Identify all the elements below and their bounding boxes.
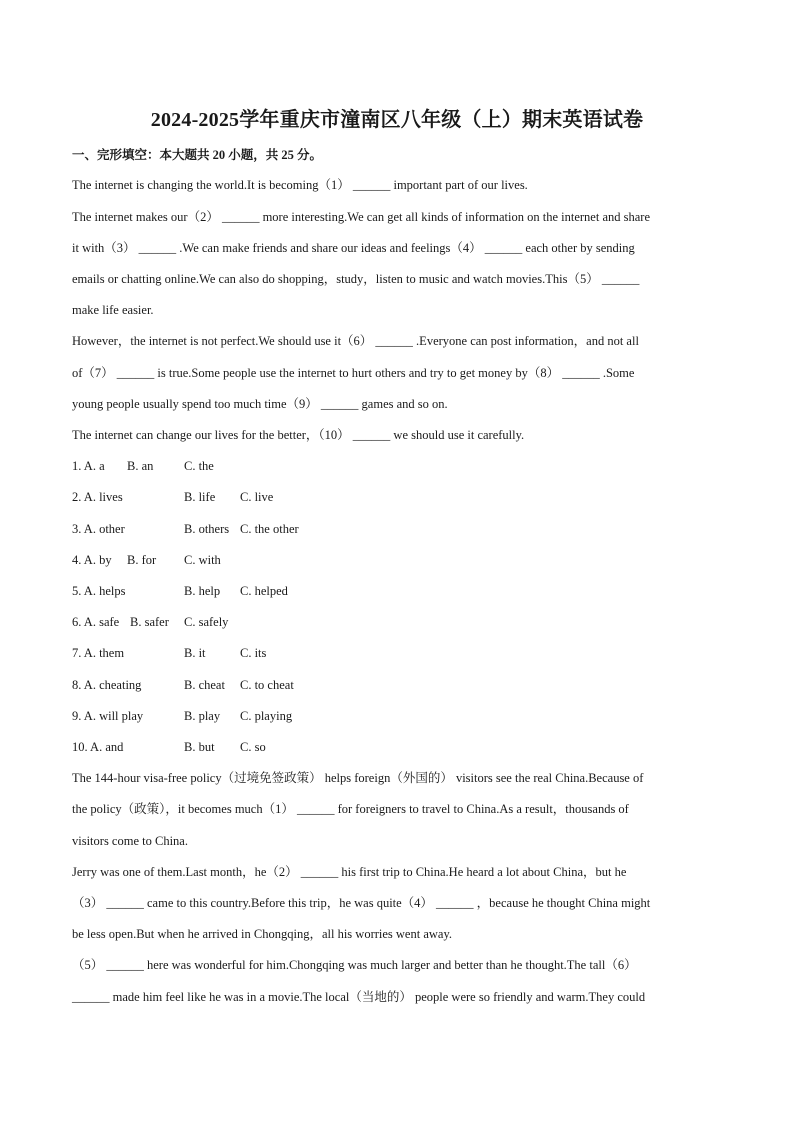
option-c: C. playing [240, 709, 293, 723]
option-b: B. others [184, 522, 230, 536]
passage-2-line: （5） ______ here was wonderful for him.Chongqing was much larger and better than he thought.The tall（6） [72, 958, 637, 972]
passage-2-line: The 144-hour visa-free policy（过境免签政策） helps foreign（外国的） visitors see the real China.Because of [72, 771, 644, 785]
passage-1-line: of（7） ______ is true.Some people use the internet to hurt others and try to get money by（8） ______ .Some [72, 366, 635, 380]
option-a: 7. A. them [72, 646, 125, 660]
passage-2-line: ______ made him feel like he was in a movie.The local（当地的） people were so friendly and warm.They could [72, 990, 646, 1004]
option-a: 1. A. a [72, 459, 105, 473]
passage-1-line: The internet makes our（2） ______ more interesting.We can get all kinds of information on the internet and share [72, 210, 650, 224]
section-heading: 一、完形填空：本大题共 20 小题，共 25 分。 [72, 148, 323, 162]
option-a: 10. A. and [72, 740, 124, 754]
option-c: C. with [184, 553, 221, 567]
option-c: C. to cheat [240, 678, 294, 692]
option-b: B. but [184, 740, 215, 754]
option-a: 5. A. helps [72, 584, 126, 598]
option-b: B. help [184, 584, 221, 598]
passage-1-line: make life easier. [72, 303, 154, 317]
option-c: C. the other [240, 522, 299, 536]
option-b: B. play [184, 709, 221, 723]
option-c: C. the [184, 459, 214, 473]
option-b: B. it [184, 646, 206, 660]
option-c: C. so [240, 740, 266, 754]
option-a: 4. A. by [72, 553, 112, 567]
option-c: C. live [240, 490, 274, 504]
exam-title: 2024-2025学年重庆市潼南区八年级（上）期末英语试卷 [150, 109, 644, 131]
option-b: B. life [184, 490, 216, 504]
option-b: B. cheat [184, 678, 225, 692]
passage-2-line: the policy（政策），it becomes much（1） ______ for foreigners to travel to China.As a result，thousands of [72, 802, 629, 816]
option-a: 6. A. safe [72, 615, 120, 629]
passage-2-line: be less open.But when he arrived in Chongqing，all his worries went away. [72, 927, 453, 941]
passage-2-line: visitors come to China. [72, 834, 188, 848]
passage-1-line: However，the internet is not perfect.We should use it（6） ______ .Everyone can post information，and not all [72, 334, 639, 348]
passage-1-line: The internet can change our lives for the better，（10） ______ we should use it carefully. [72, 428, 525, 442]
option-a: 9. A. will play [72, 709, 144, 723]
passage-1-line: it with（3） ______ .We can make friends and share our ideas and feelings（4） ______ each other by sending [72, 241, 635, 255]
option-b: B. safer [130, 615, 169, 629]
passage-1-line: young people usually spend too much time（9） ______ games and so on. [72, 397, 448, 411]
option-c: C. safely [184, 615, 229, 629]
option-c: C. helped [240, 584, 288, 598]
passage-1-line: The internet is changing the world.It is becoming（1） ______ important part of our lives. [72, 178, 528, 192]
option-b: B. for [127, 553, 157, 567]
passage-2-line: （3） ______ came to this country.Before this trip，he was quite（4） ______ ，because he thought China might [72, 896, 651, 910]
option-a: 3. A. other [72, 522, 125, 536]
option-a: 8. A. cheating [72, 678, 142, 692]
passage-2-line: Jerry was one of them.Last month，he（2） ______ his first trip to China.He heard a lot about China，but he [72, 865, 627, 879]
option-a: 2. A. lives [72, 490, 123, 504]
option-b: B. an [127, 459, 154, 473]
option-c: C. its [240, 646, 267, 660]
passage-1-line: emails or chatting online.We can also do shopping，study，listen to music and watch movies.This（5） ______ [72, 272, 640, 286]
